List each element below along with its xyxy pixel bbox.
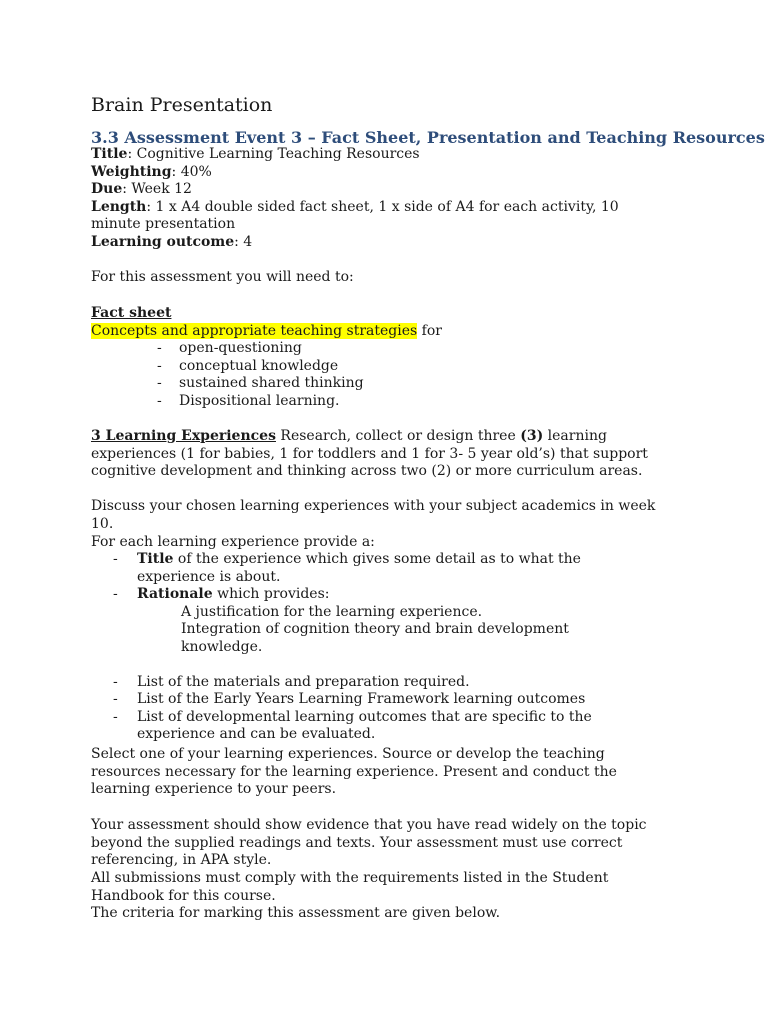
learning-count: (3) [520,428,544,444]
provide-title-text: of the experience which gives some detail as to what the experience is about. [137,551,581,585]
list-item: - open-questioning [157,340,302,356]
criteria-paragraph: The criteria for marking this assessment are given below. [91,905,501,921]
meta-length-value: : 1 x A4 double sided fact sheet, 1 x side of A4 for each activity, 10 minute presentation [91,198,619,232]
meta-weighting-label: Weighting [91,163,172,180]
meta-weighting-row [91,164,691,182]
rationale-sublist [91,604,651,657]
list-item-text: open-questioning [179,340,302,356]
rationale-item: Integration of cognition theory and brain development knowledge. [181,621,569,655]
list-item-content [137,551,651,586]
meta-title-label: Title [91,146,128,162]
provide-rationale-label: Rationale [137,586,213,602]
fact-sheet-section [91,305,681,410]
meta-length-label: Length [91,198,147,215]
list-item-text: conceptual knowledge [179,357,339,374]
provide-list [91,551,651,744]
meta-weighting-value: : 40% [171,163,212,180]
fact-sheet-list [91,340,681,410]
select-paragraph: Select one of your learning experiences. Source or develop the teaching resources necessary for the learning experience. Present and conduct the learning experience to your peers. [91,746,617,797]
list-item: - List of developmental learning outcomes that are specific to the experience and can be evaluated. [113,709,651,744]
meta-due-row [91,181,691,199]
meta-due-value: : Week 12 [122,181,192,197]
learning-text-2: learning experiences (1 for babies, 1 for toddlers and 1 for 3- 5 year old’s) that support cognitive development and thinking across two (2) or more curriculum areas. [91,428,648,479]
comply-paragraph: All submissions must comply with the requirements listed in the Student Handbook for this course. [91,870,609,904]
list-item: - List of the materials and preparation required. [113,673,470,690]
section-heading: 3.3 Assessment Event 3 – Fact Sheet, Presentation and Teaching Resources [91,128,765,147]
list-item: - sustained shared thinking [157,375,364,391]
assessment-meta [91,146,691,251]
fact-sheet-lead [91,323,681,341]
meta-title-value: : Cognitive Learning Teaching Resources [127,146,420,162]
list-item-text: List of the materials and preparation required. [137,673,470,690]
list-item: - List of the Early Years Learning Framework learning outcomes [113,691,586,707]
meta-outcome-row [91,234,691,252]
list-item-text: Dispositional learning. [179,392,340,409]
provide-sublist [91,551,651,604]
rationale-item: A justification for the learning experience. [181,603,483,620]
meta-outcome-label: Learning outcome [91,233,235,250]
list-item-text: List of developmental learning outcomes that are specific to the experience and can be evaluated. [137,708,592,742]
list-item: - Title of the experience which gives some detail as to what the experience is about. [113,551,651,586]
meta-outcome-value: : 4 [234,233,253,250]
meta-length-row [91,199,636,234]
list-item: - Dispositional learning. [157,392,340,409]
list-item-text: sustained shared thinking [179,375,364,391]
list-item-text: List of the Early Years Learning Framework learning outcomes [137,691,586,707]
intro-text: For this assessment you will need to: [91,269,354,285]
discuss-text: Discuss your chosen learning experiences with your subject academics in week 10. [91,498,656,532]
provide-rationale-text: which provides: [212,586,330,602]
learning-text-1: Research, collect or design three [275,428,521,444]
evidence-paragraph: Your assessment should show evidence that you have read widely on the topic beyond the supplied readings and texts. Your assessment must use correct referencing, in APA style. [91,817,647,868]
list-item: - conceptual knowledge [157,357,339,374]
list-item: - Rationale which provides: [113,586,330,602]
spacer [91,656,651,674]
requirements-list [91,674,651,744]
meta-due-label: Due [91,181,123,197]
provide-intro: For each learning experience provide a: [91,534,375,550]
learning-experiences-heading: 3 Learning Experiences [91,428,276,444]
list-item-content [137,586,330,604]
document-title: Brain Presentation [91,94,273,116]
highlighted-concepts: Concepts and appropriate teaching strategies [91,322,418,339]
provide-title-label: Title [137,551,174,567]
fact-sheet-for: for [417,322,442,339]
meta-title-row [91,146,691,164]
fact-sheet-heading: Fact sheet [91,305,172,321]
learning-experiences-paragraph [91,428,673,481]
